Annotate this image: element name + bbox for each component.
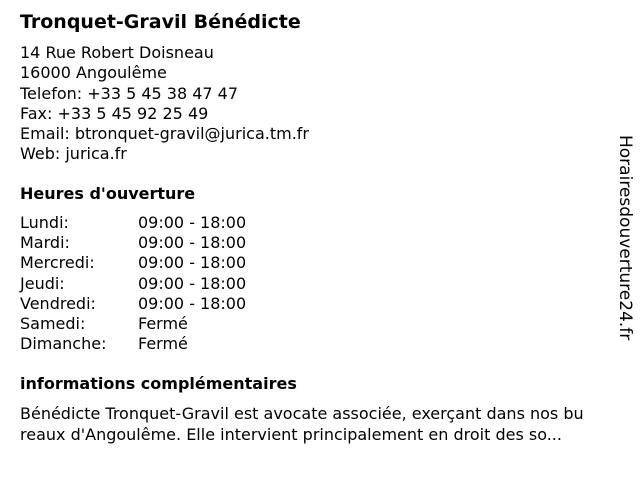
business-name: Tronquet-Gravil Bénédicte — [20, 11, 301, 33]
day-hours: 09:00 - 18:00 — [138, 253, 247, 273]
opening-hours-heading: Heures d'ouverture — [20, 184, 196, 203]
day-hours: 09:00 - 18:00 — [138, 233, 247, 253]
fax-line: Fax: +33 5 45 92 25 49 — [20, 103, 209, 123]
info-line-1: Bénédicte Tronquet-Gravil est avocate associée, exerçant dans nos bu — [20, 404, 584, 423]
day-label: Lundi: — [20, 213, 69, 232]
hours-row-sunday — [20, 334, 320, 354]
hours-row-friday — [20, 294, 320, 314]
phone-line: Telefon: +33 5 45 38 47 47 — [20, 83, 239, 103]
day-label: Jeudi: — [20, 273, 65, 293]
contact-block — [20, 43, 309, 165]
additional-info-heading: informations complémentaires — [20, 374, 297, 393]
opening-hours-table — [20, 213, 320, 354]
hours-row-saturday — [20, 314, 320, 334]
hours-row-thursday — [20, 274, 320, 294]
additional-info-text — [20, 403, 630, 445]
day-hours: Fermé — [138, 313, 188, 333]
day-label: Vendredi: — [20, 293, 96, 313]
address-street: 14 Rue Robert Doisneau — [20, 43, 214, 62]
web-line: Web: jurica.fr — [20, 144, 127, 164]
info-line-2: reaux d'Angoulême. Elle intervient principalement en droit des so... — [20, 425, 562, 444]
day-hours: Fermé — [138, 334, 188, 354]
day-hours: 09:00 - 18:00 — [138, 213, 247, 232]
hours-row-monday — [20, 213, 320, 233]
day-label: Mardi: — [20, 233, 70, 253]
day-hours: 09:00 - 18:00 — [138, 273, 247, 293]
site-watermark: Horairesdouverture24.fr — [615, 135, 635, 341]
address-city: 16000 Angoulême — [20, 63, 167, 83]
day-label: Dimanche: — [20, 334, 107, 354]
hours-row-wednesday — [20, 253, 320, 273]
day-label: Mercredi: — [20, 253, 95, 273]
day-hours: 09:00 - 18:00 — [138, 293, 247, 313]
hours-row-tuesday — [20, 233, 320, 253]
email-line: Email: btronquet-gravil@jurica.tm.fr — [20, 124, 309, 144]
day-label: Samedi: — [20, 313, 86, 333]
